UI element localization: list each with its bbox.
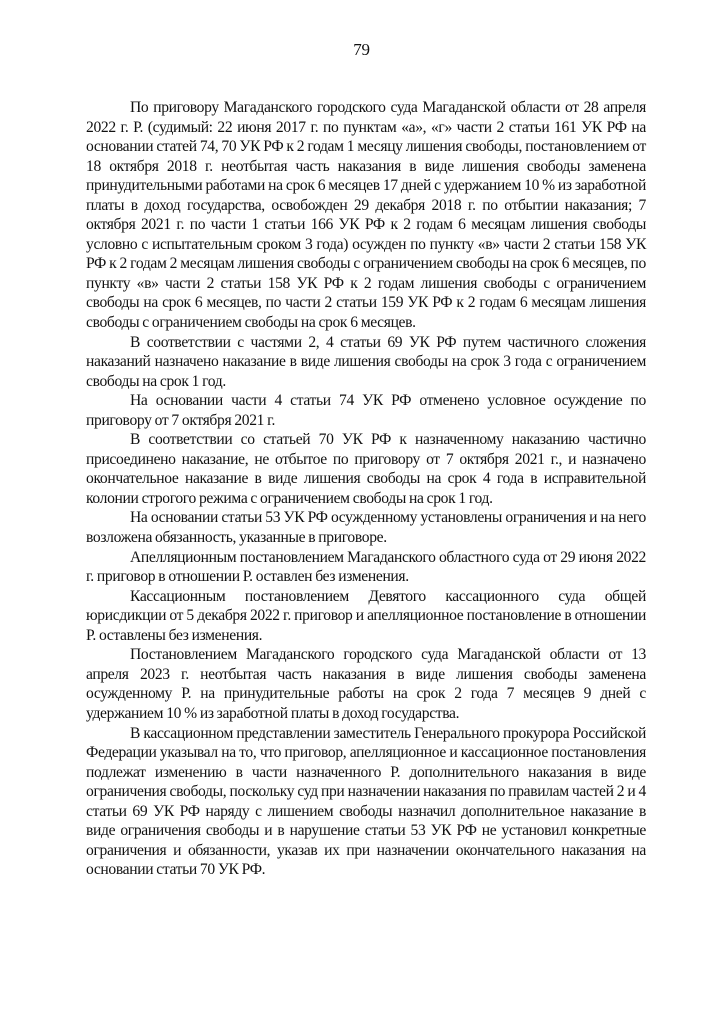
paragraph-appeal-ruling: Апелляционным постановлением Магаданского областного суда от 29 июня 2022 г. приговор в отношении Р. оставлен без изменения. [86,548,646,586]
paragraph-final-sentence: В соответствии со статьей 70 УК РФ к назначенному наказанию частично присоединено наказание, не отбытое по приговору от 7 октября 2021 г., и назначено окончательное наказание в виде лишения свободы на срок 4 года в исправительной колонии строгого режима с ограничением свободы на срок 1 год. [86,431,646,507]
document-body [86,98,646,880]
paragraph-cumulative-sentence: В соответствии с частями 2, 4 статьи 69 УК РФ путем частичного сложения наказаний назначено наказание в виде лишения свободы на срок 3 года с ограничением свободы на срок 1 год. [86,333,646,390]
paragraph-cassation-submission: В кассационном представлении заместитель Генерального прокурора Российской Федерации указывал на то, что приговор, апелляционное и кассационное постановления подлежат изменению в части назначенного Р. дополнительного наказания в виде ограничения свободы, поскольку суд при назначении наказания по правилам частей 2 и 4 статьи 69 УК РФ наряду с лишением свободы назначил дополнительное наказание в виде ограничения свободы и в нарушение статьи 53 УК РФ не установил конкретные ограничения и обязанности, указав их при назначении окончательного наказания на основании статьи 70 УК РФ. [86,724,646,879]
paragraph-cassation-ruling: Кассационным постановлением Девятого кассационного суда общей юрисдикции от 5 декабря 2022 г. приговор и апелляционное постановление в отношении Р. оставлены без изменения. [86,587,646,644]
page-number: 79 [353,40,370,59]
paragraph-restrictions: На основании статьи 53 УК РФ осужденному установлены ограничения и на него возложена обязанность, указанные в приговоре. [86,509,646,547]
paragraph-verdict: По приговору Магаданского городского суда Магаданской области от 28 апреля 2022 г. Р. (судимый: 22 июня 2017 г. по пунктам «а», «г» части 2 статьи 161 УК РФ на основании статей 74, 70 УК РФ к 2 годам 1 месяцу лишения свободы, постановлением от 18 октября 2018 г. неотбытая часть наказания в виде лишения свободы заменена принудительными работами на срок 6 месяцев 17 дней с удержанием 10 % из заработной платы в доход государства, освобожден 29 декабря 2018 г. по отбытии наказания; 7 октября 2021 г. по части 1 статьи 166 УК РФ к 2 годам 6 месяцам лишения свободы условно с испытательным сроком 3 года) осужден по пункту «в» части 2 статьи 158 УК РФ к 2 годам 2 месяцам лишения свободы с ограничением свободы на срок 6 месяцев, по пункту «в» части 2 статьи 158 УК РФ к 2 годам лишения свободы с ограничением свободы на срок 6 месяцев, по части 2 статьи 159 УК РФ к 2 годам 6 месяцам лишения свободы с ограничением свободы на срок 6 месяцев. [86,99,646,332]
paragraph-sentence-replacement: Постановлением Магаданского городского суда Магаданской области от 13 апреля 2023 г. неотбытая часть наказания в виде лишения свободы заменена осужденному Р. на принудительные работы на срок 2 года 7 месяцев 9 дней с удержанием 10 % из заработной платы в доход государства. [86,646,646,722]
paragraph-probation-revoked: На основании части 4 статьи 74 УК РФ отменено условное осуждение по приговору от 7 октября 2021 г. [86,392,646,429]
